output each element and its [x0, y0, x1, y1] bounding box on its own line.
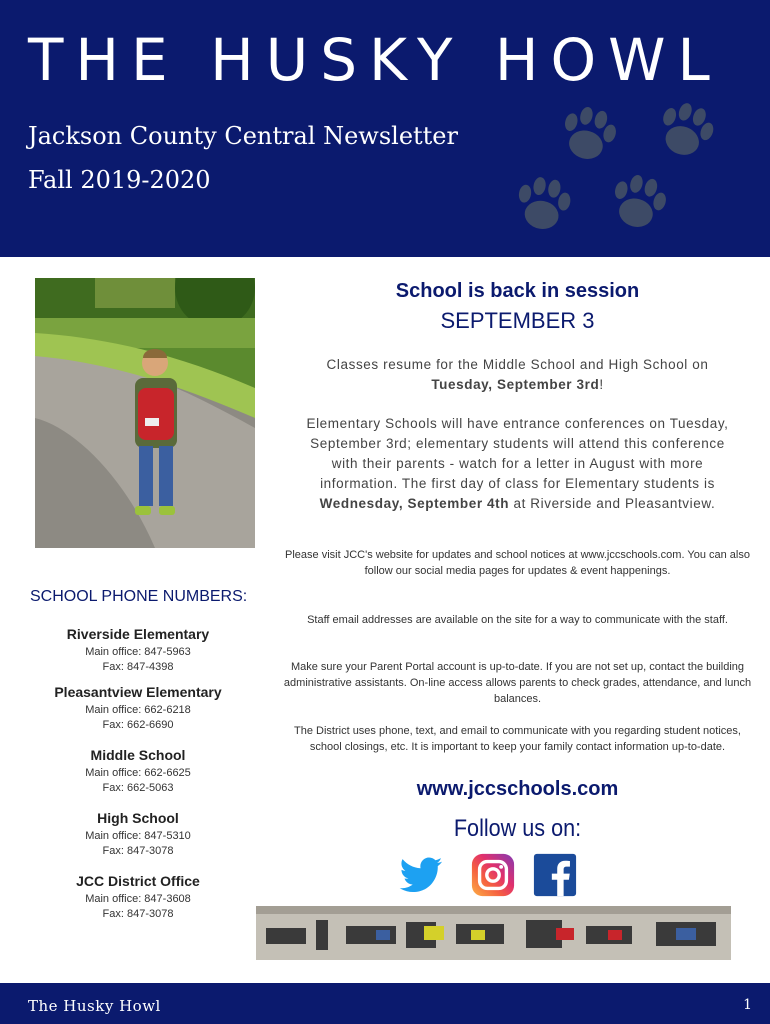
school-name: Pleasantview Elementary [54, 684, 222, 700]
article-paragraph-website: Please visit JCC's website for updates and school notices at www.jccschools.com. You can also follow our social media pages for updates & event happenings. [285, 549, 750, 577]
article-paragraph-parent-portal: Make sure your Parent Portal account is up-to-date. If you are not set up, contact the building administrative assistants. On-line access allows parents to check grades, attendance, and lunch balances. [283, 661, 752, 705]
twitter-icon[interactable] [398, 852, 444, 898]
article-paragraph-classes [270, 355, 765, 395]
paragraph-text: ! [599, 377, 604, 392]
instagram-icon[interactable] [470, 852, 516, 898]
article-month: SEPTEMBER 3 [440, 308, 595, 333]
newsletter-season: Fall 2019-2020 [28, 166, 211, 194]
school-fax: Fax: 847-3078 [102, 908, 174, 920]
school-riverside [18, 626, 258, 675]
facebook-icon[interactable] [532, 852, 578, 898]
footer-title: The Husky Howl [28, 997, 161, 1015]
page-number: 1 [743, 997, 752, 1013]
paw-prints-icon [510, 95, 740, 245]
masthead-title: THE HUSKY HOWL [28, 26, 722, 94]
school-name: Riverside Elementary [66, 626, 210, 642]
article-paragraph-elementary [270, 414, 765, 514]
paragraph-text: Elementary Schools will have entrance conferences on Tuesday, September 3rd; elementary students will attend this conference with their parents - watch for a letter in August with more information. The first day of class for Elementary students is [306, 416, 729, 491]
school-fax: Fax: 847-4398 [102, 661, 174, 673]
school-main-office: Main office: 662-6218 [85, 704, 191, 716]
school-main-office: Main office: 847-5963 [85, 646, 191, 658]
follow-us-label: Follow us on: [453, 815, 582, 842]
header-banner [0, 0, 770, 257]
footer-bar [0, 983, 770, 1024]
school-main-office: Main office: 662-6625 [85, 767, 191, 779]
school-district-office [18, 873, 258, 922]
article-headline: School is back in session [395, 280, 640, 302]
phone-numbers-title: SCHOOL PHONE NUMBERS: [30, 588, 248, 605]
school-pleasantview [18, 684, 258, 733]
paragraph-text: at Riverside and Pleasantview. [513, 496, 716, 511]
school-name: Middle School [90, 747, 186, 763]
student-photo [35, 278, 255, 548]
article-paragraph-staff-email: Staff email addresses are available on the site for a way to communicate with the staff. [307, 614, 728, 626]
social-icons [398, 852, 578, 898]
paragraph-emphasis: Tuesday, September 3rd [431, 377, 600, 392]
paragraph-text: Classes resume for the Middle School and High School on [326, 357, 709, 372]
school-name: High School [97, 810, 179, 826]
school-high [18, 810, 258, 859]
school-middle [18, 747, 258, 796]
newsletter-subtitle: Jackson County Central Newsletter [28, 122, 458, 150]
school-name: JCC District Office [76, 873, 200, 889]
school-fax: Fax: 662-6690 [102, 719, 174, 731]
website-link[interactable]: www.jccschools.com [416, 778, 619, 800]
school-fax: Fax: 662-5063 [102, 782, 174, 794]
school-main-office: Main office: 847-3608 [85, 893, 191, 905]
students-group-photo [256, 906, 731, 960]
article-paragraph-communication: The District uses phone, text, and email to communicate with you regarding student notices, school closings, etc. It is important to keep your family contact information up-to-date. [294, 725, 741, 753]
school-main-office: Main office: 847-5310 [85, 830, 191, 842]
school-fax: Fax: 847-3078 [102, 845, 174, 857]
paragraph-emphasis: Wednesday, September 4th [319, 496, 510, 511]
